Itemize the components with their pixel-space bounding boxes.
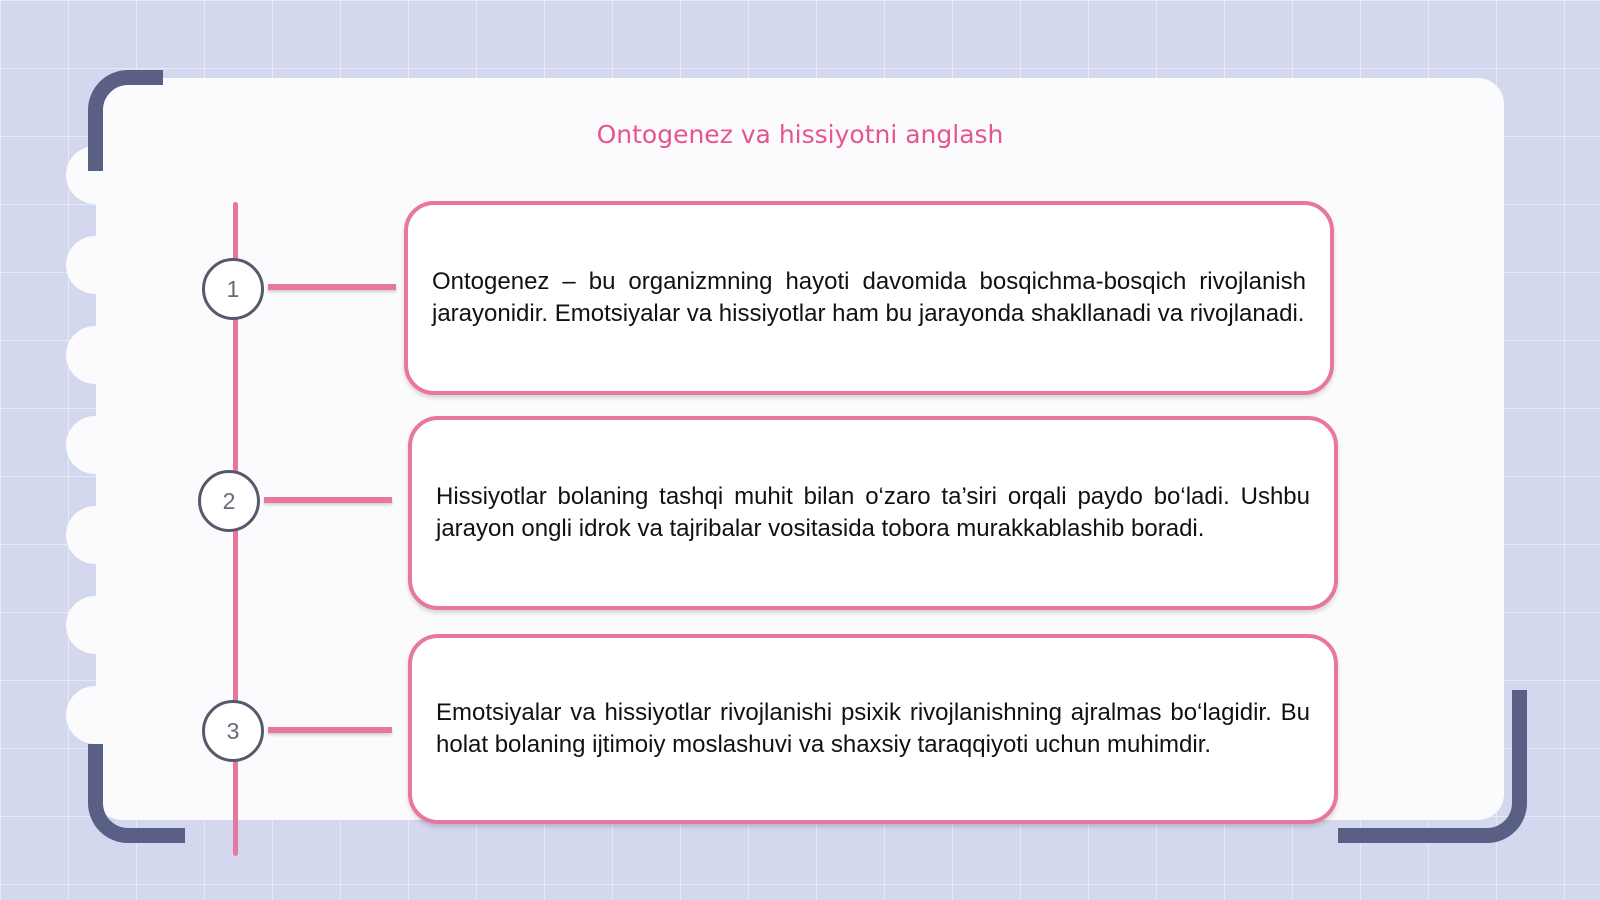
- timeline-connector: [268, 284, 396, 290]
- timeline-card-2: [408, 416, 1338, 610]
- step-number: 2: [222, 487, 236, 514]
- paper-tab: [66, 236, 126, 294]
- timeline-node-1: [202, 258, 264, 320]
- paper-tab: [66, 416, 126, 474]
- step-number: 1: [226, 275, 240, 302]
- step-number: 3: [226, 717, 240, 744]
- paper-tab: [66, 686, 126, 744]
- frame-corner-bottom-left: [88, 744, 185, 843]
- timeline-card-1: [404, 201, 1334, 395]
- paper-tab: [66, 506, 126, 564]
- timeline-connector: [268, 727, 392, 733]
- timeline-node-2: [198, 470, 260, 532]
- card-text: Hissiyotlar bolaning tashqi muhit bilan o‘zaro ta’siri orqali paydo bo‘ladi. Ushbu jarayon ongli idrok va tajribalar vositasida tobora murakkablashib boradi.: [436, 483, 1310, 542]
- timeline-card-3: [408, 634, 1338, 824]
- paper-tab: [66, 326, 126, 384]
- timeline-node-3: [202, 700, 264, 762]
- frame-corner-bottom-right: [1338, 690, 1527, 843]
- card-text: Ontogenez – bu organizmning hayoti davomida bosqichma-bosqich rivojlanish jarayonidir. Emotsiyalar va hissiyotlar ham bu jarayonda shakllanadi va rivojlanadi.: [432, 268, 1306, 327]
- timeline-connector: [264, 497, 392, 503]
- paper-tab: [66, 596, 126, 654]
- slide-title: Ontogenez va hissiyotni anglash: [596, 120, 1004, 149]
- card-text: Emotsiyalar va hissiyotlar rivojlanishi psixik rivojlanishning ajralmas bo‘lagidir. Bu holat bolaning ijtimoiy moslashuvi va shaxsiy taraqqiyoti uchun muhimdir.: [436, 699, 1310, 758]
